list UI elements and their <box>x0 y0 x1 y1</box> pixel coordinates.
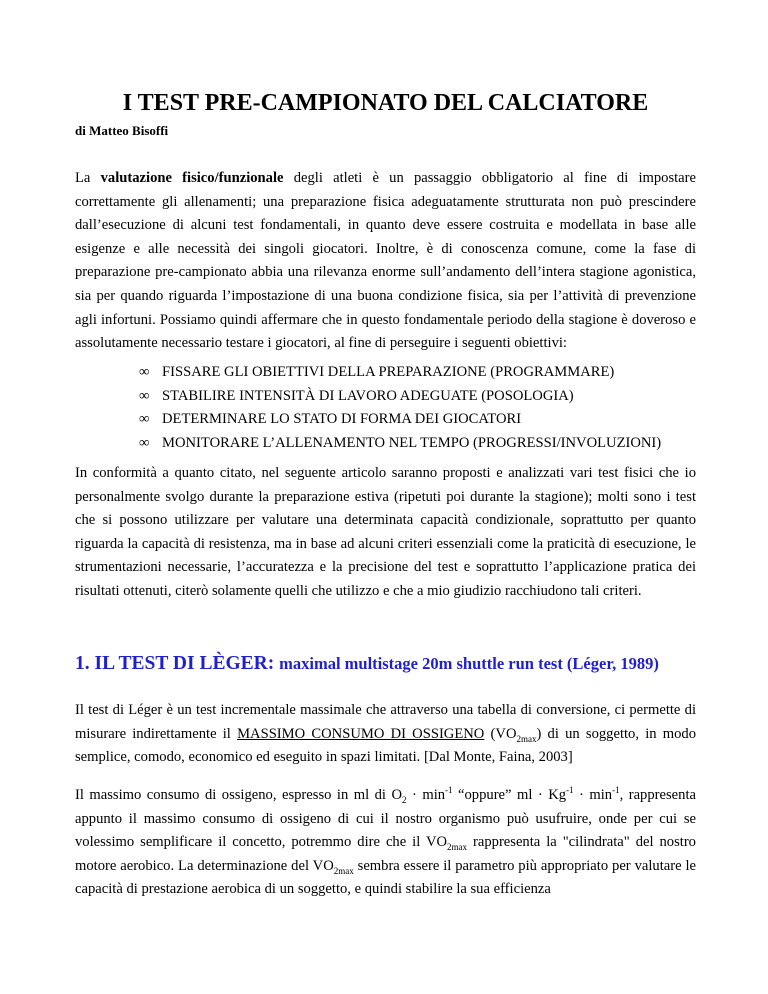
list-item-text: STABILIRE INTENSITÀ DI LAVORO ADEGUATE (POSOLOGIA) <box>162 387 574 404</box>
vo2-subscript-3: 2max <box>333 865 354 876</box>
list-item <box>139 361 661 385</box>
vo2-superscript-1: -1 <box>445 785 453 796</box>
leger-text-a: Il test di Léger è un test incrementale massimale che attraverso una tabella di conversione, ci permette di misurare indirettamente il <box>75 702 696 742</box>
vo2-superscript-3: -1 <box>612 785 620 796</box>
vo2max-paragraph <box>75 784 696 902</box>
intro-text: degli atleti è un passaggio obbligatorio al fine di impostare correttamente gli allenamenti; una preparazione fisica adeguatamente strutturata non può prescindere dall’esecuzione di alcuni test fondamentali, in quanto deve essere costruita e modellata in base alle esigenze e alle necessità dei singoli giocatori. Inoltre, è di conoscenza comune, come la fase di preparazione pre-campionato abbia una rilevanza enorme sull’andamento dell’intera stagione agonistica, sia per quando riguarda l’impostazione di una buona condizione fisica, sia per l’attività di prevenzione agli infortuni. Possiamo quindi affermare che in questo fondamentale periodo della stagione è doveroso e assolutamente necessario testare i giocatori, al fine di perseguire i seguenti obiettivi: <box>75 170 696 352</box>
vo2-text-a: Il massimo consumo di ossigeno, espresso in ml di O <box>75 787 403 803</box>
infinity-bullet-icon: ∞ <box>139 364 150 380</box>
vo2-text-d: · min <box>573 787 613 803</box>
vo2-superscript-2: -1 <box>566 785 574 796</box>
objectives-list <box>139 361 661 455</box>
vo2-text-c: “oppure” ml · Kg <box>452 787 567 803</box>
vo2-text-f: rappresenta la "cilindrata" del nostro motore aerobico. La determinazione del VO <box>75 834 696 874</box>
vo2-subscript-1: 2 <box>402 794 407 805</box>
leger-text-b: (VO <box>484 725 517 742</box>
list-item <box>139 385 661 409</box>
infinity-bullet-icon: ∞ <box>139 387 150 404</box>
intro-lead: La <box>75 170 101 186</box>
list-item <box>139 432 661 456</box>
vo2max-underlined-term: MASSIMO CONSUMO DI OSSIGENO <box>237 725 485 742</box>
leger-subscript: 2max <box>516 733 537 744</box>
author-line: di Matteo Bisoffi <box>75 123 169 138</box>
document-title: I TEST PRE-CAMPIONATO DEL CALCIATORE <box>122 90 649 116</box>
intro-paragraph <box>75 167 696 356</box>
list-item <box>139 408 661 432</box>
section-heading-title: 1. IL TEST DI LÈGER: <box>75 653 280 674</box>
list-item-text: FISSARE GLI OBIETTIVI DELLA PREPARAZIONE (PROGRAMMARE) <box>162 364 615 380</box>
leger-paragraph <box>75 699 696 770</box>
infinity-bullet-icon: ∞ <box>139 434 150 451</box>
vo2-text-e: , rappresenta appunto il massimo consumo di ossigeno di cui il nostro organismo può usufruire, onde per cui se volessimo semplificare il concetto, potremmo dire che il VO <box>75 787 696 851</box>
leger-text-c: ) di un soggetto, in modo semplice, comodo, economico ed eseguito in spazi limitati. [Dal Monte, Faina, 2003] <box>75 725 696 766</box>
list-item-text: DETERMINARE LO STATO DI FORMA DEI GIOCATORI <box>162 411 522 428</box>
vo2-text-b: · min <box>406 787 446 803</box>
vo2-text-g: sembra essere il parametro più appropriato per valutare le capacità di prestazione aerobica di un soggetto, e quindi stabilire la sua efficienza <box>75 857 697 898</box>
vo2-subscript-2: 2max <box>447 842 468 853</box>
methodology-paragraph: In conformità a quanto citato, nel seguente articolo saranno proposti e analizzati vari test fisici che io personalmente svolgo durante la preparazione estiva (ripetuti poi durante la stagione); molti sono i test che si possono utilizzare per valutare una determinata capacità condizionale, soprattutto per quanto riguarda la capacità di resistenza, ma in base ad alcuni criteri essenziali come la praticità di esecuzione, le strumentazioni necessarie, l’accuratezza e la precisione del test e soprattutto l’applicazione pratica dei risultati ottenuti, citerò solamente quelli che utilizzo e che a mio giudizio racchiudono tali criteri. <box>75 465 696 599</box>
section-heading-subtitle: maximal multistage 20m shuttle run test (Léger, 1989) <box>279 654 659 673</box>
intro-bold-term: valutazione fisico/funzionale <box>100 170 284 186</box>
list-item-text: MONITORARE L’ALLENAMENTO NEL TEMPO (PROGRESSI/INVOLUZIONI) <box>162 434 662 451</box>
section-heading <box>75 652 715 676</box>
infinity-bullet-icon: ∞ <box>139 411 150 428</box>
